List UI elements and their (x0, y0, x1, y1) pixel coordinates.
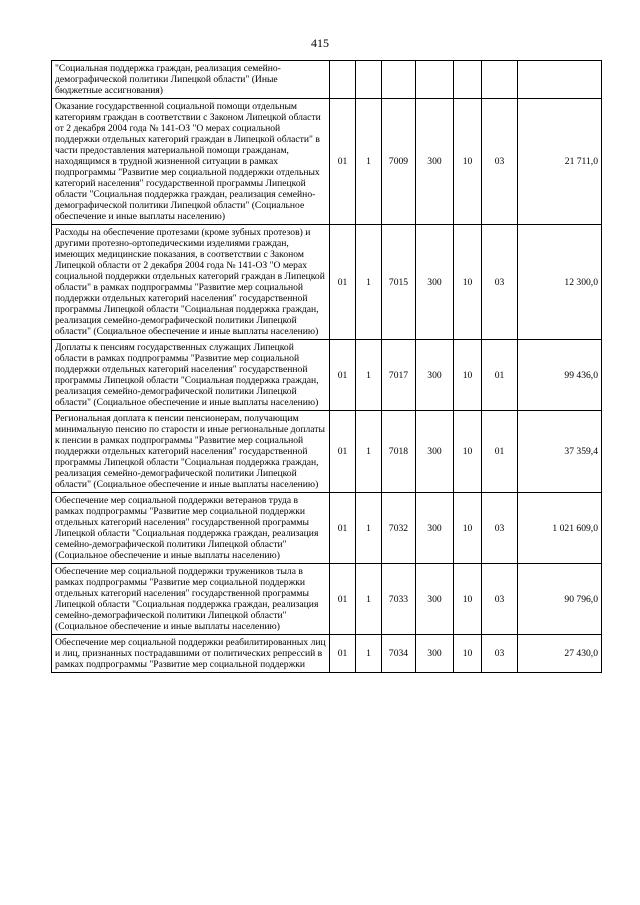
row-description: Обеспечение мер социальной поддержки реабилитированных лиц и лиц, признанных пострадавшими от политических репрессий в рамках подпрограммы "Развитие мер социальной поддержки (52, 635, 330, 673)
section-code: 10 (454, 564, 482, 635)
subprogram-code: 1 (356, 564, 382, 635)
amount: 12 300,0 (518, 225, 602, 340)
table-row (52, 635, 602, 673)
row-description: Оказание государственной социальной помощи отдельным категориям граждан в соответствии с Законом Липецкой области от 2 декабря 2004 года № 141-ОЗ "О мерах социальной поддержки отдельных категорий граждан в Липецкой области" в части предоставления материальной помощи гражданам, находящимся в трудной жизненной ситуации в рамках подпрограммы "Развитие мер социальной поддержки отдельных категорий населения" государственной программы Липецкой области "Социальная поддержка граждан, реализация семейно-демографической политики Липецкой области" (Социальное обеспечение и иные выплаты населению) (52, 99, 330, 225)
table-row (52, 61, 602, 99)
direction-code: 7015 (382, 225, 416, 340)
expense-type-code: 300 (416, 411, 454, 493)
direction-code: 7009 (382, 99, 416, 225)
subprogram-code: 1 (356, 635, 382, 673)
amount: 90 796,0 (518, 564, 602, 635)
amount: 37 359,4 (518, 411, 602, 493)
section-code: 10 (454, 493, 482, 564)
program-code: 01 (330, 411, 356, 493)
table-row (52, 411, 602, 493)
subprogram-code: 1 (356, 411, 382, 493)
program-code: 01 (330, 564, 356, 635)
table-row (52, 99, 602, 225)
subsection-code: 03 (482, 99, 518, 225)
budget-table (51, 60, 602, 673)
amount: 27 430,0 (518, 635, 602, 673)
amount: 21 711,0 (518, 99, 602, 225)
row-description: Расходы на обеспечение протезами (кроме зубных протезов) и другими протезно-ортопедическими изделиями граждан, имеющих медицинские показания, в соответствии с Законом Липецкой области от 2 декабря 2004 года № 141-ОЗ "О мерах социальной поддержки отдельных категорий граждан в Липецкой области" в рамках подпрограммы "Развитие мер социальной поддержки отдельных категорий населения" государственной программы Липецкой области "Социальная поддержка граждан, реализация семейно-демографической политики Липецкой области" (Социальное обеспечение и иные выплаты населению) (52, 225, 330, 340)
table-row (52, 340, 602, 411)
section-code: 10 (454, 99, 482, 225)
section-code: 10 (454, 411, 482, 493)
amount: 1 021 609,0 (518, 493, 602, 564)
section-code (454, 61, 482, 99)
subsection-code: 01 (482, 340, 518, 411)
program-code: 01 (330, 635, 356, 673)
section-code: 10 (454, 225, 482, 340)
expense-type-code: 300 (416, 225, 454, 340)
subsection-code (482, 61, 518, 99)
subsection-code: 03 (482, 225, 518, 340)
expense-type-code: 300 (416, 340, 454, 411)
table-row (52, 493, 602, 564)
subprogram-code: 1 (356, 225, 382, 340)
direction-code: 7033 (382, 564, 416, 635)
subprogram-code: 1 (356, 493, 382, 564)
direction-code: 7017 (382, 340, 416, 411)
page-number: 415 (311, 36, 329, 50)
direction-code (382, 61, 416, 99)
subsection-code: 03 (482, 635, 518, 673)
expense-type-code: 300 (416, 635, 454, 673)
table-body (52, 61, 602, 673)
subprogram-code (356, 61, 382, 99)
expense-type-code: 300 (416, 99, 454, 225)
expense-type-code: 300 (416, 564, 454, 635)
row-description: Доплаты к пенсиям государственных служащих Липецкой области в рамках подпрограммы "Развитие мер социальной поддержки отдельных категорий населения" государственной программы Липецкой области "Социальная поддержка граждан, реализация семейно-демографической политики Липецкой области" (Социальное обеспечение и иные выплаты населению) (52, 340, 330, 411)
table-row (52, 564, 602, 635)
amount: 99 436,0 (518, 340, 602, 411)
direction-code: 7032 (382, 493, 416, 564)
subprogram-code: 1 (356, 340, 382, 411)
amount (518, 61, 602, 99)
section-code: 10 (454, 340, 482, 411)
subsection-code: 03 (482, 493, 518, 564)
expense-type-code (416, 61, 454, 99)
subsection-code: 01 (482, 411, 518, 493)
program-code (330, 61, 356, 99)
direction-code: 7018 (382, 411, 416, 493)
direction-code: 7034 (382, 635, 416, 673)
subprogram-code: 1 (356, 99, 382, 225)
row-description: Обеспечение мер социальной поддержки тружеников тыла в рамках подпрограммы "Развитие мер социальной поддержки отдельных категорий населения" государственной программы Липецкой области "Социальная поддержка граждан, реализация семейно-демографической политики Липецкой области" (Социальное обеспечение и иные выплаты населению) (52, 564, 330, 635)
table-row (52, 225, 602, 340)
row-description: Региональная доплата к пенсии пенсионерам, получающим минимальную пенсию по старости и иные региональные доплаты к пенсии в рамках подпрограммы "Развитие мер социальной поддержки отдельных категорий населения" государственной программы Липецкой области "Социальная поддержка граждан, реализация семейно-демографической политики Липецкой области" (Социальное обеспечение и иные выплаты населению) (52, 411, 330, 493)
row-description: Обеспечение мер социальной поддержки ветеранов труда в рамках подпрограммы "Развитие мер социальной поддержки отдельных категорий населения" государственной программы Липецкой области "Социальная поддержка граждан, реализация семейно-демографической политики Липецкой области" (Социальное обеспечение и иные выплаты населению) (52, 493, 330, 564)
section-code: 10 (454, 635, 482, 673)
program-code: 01 (330, 225, 356, 340)
program-code: 01 (330, 340, 356, 411)
program-code: 01 (330, 493, 356, 564)
subsection-code: 03 (482, 564, 518, 635)
program-code: 01 (330, 99, 356, 225)
expense-type-code: 300 (416, 493, 454, 564)
row-description: "Социальная поддержка граждан, реализация семейно-демографической политики Липецкой области" (Иные бюджетные ассигнования) (52, 61, 330, 99)
